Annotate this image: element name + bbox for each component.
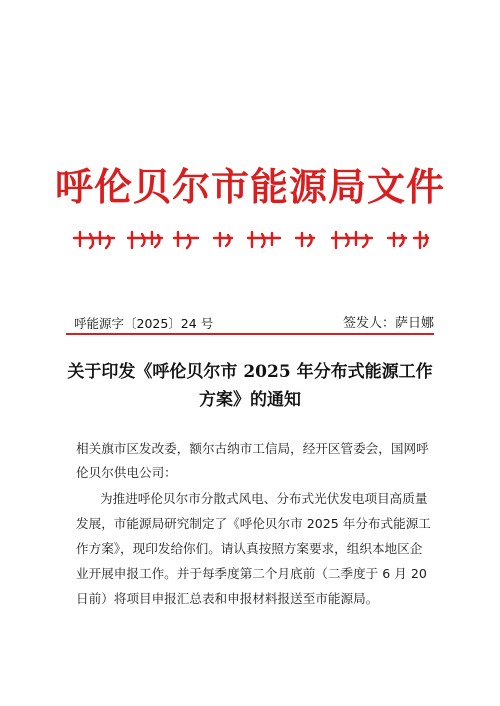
signer-name: 萨日娜 xyxy=(394,316,434,331)
body-line: 伦贝尔供电公司： xyxy=(76,465,177,480)
body-line: 业开展申报工作。并于每季度第二个月底前（二季度于 6 月 20 xyxy=(76,566,427,581)
document-number: 呼能源字〔2025〕24 号 xyxy=(74,316,214,331)
signer-block xyxy=(343,312,434,331)
body-line: 相关旗市区发改委，额尔古纳市工信局，经开区管委会，国网呼 xyxy=(76,441,429,456)
body-line: 为推进呼伦贝尔市分散式风电、分布式光伏发电项目高质量 xyxy=(100,491,428,506)
signer-label: 签发人： xyxy=(342,316,395,331)
notice-title-line-2: 方案》的通知 xyxy=(199,390,301,410)
body-line: 作方案》，现印发给你们。请认真按照方案要求，组织本地区企 xyxy=(76,541,423,556)
red-divider-rule xyxy=(66,333,434,335)
mongolian-script-line xyxy=(70,226,430,252)
body-line: 日前）将项目申报汇总表和申报材料报送至市能源局。 xyxy=(76,591,379,606)
org-header-title: 呼伦贝尔市能源局文件 xyxy=(54,164,445,209)
mongolian-script-graphic xyxy=(70,226,430,252)
body-line: 发展，市能源局研究制定了《呼伦贝尔市 2025 年分布式能源工 xyxy=(76,516,431,531)
notice-title-line-1: 关于印发《呼伦贝尔市 2025 年分布式能源工作 xyxy=(67,362,433,382)
